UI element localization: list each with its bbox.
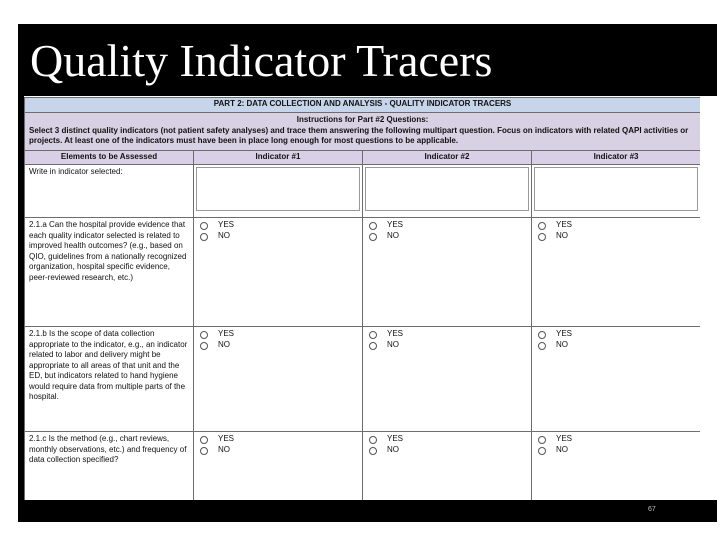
no-label: NO xyxy=(387,445,399,455)
part-header-row xyxy=(25,98,701,113)
question-row xyxy=(25,218,701,327)
column-header-elements: Elements to be Assessed xyxy=(25,151,194,165)
no-option[interactable] xyxy=(200,340,358,351)
write-in-row xyxy=(25,165,701,218)
yes-option[interactable] xyxy=(200,220,358,231)
answer-cell xyxy=(532,432,701,501)
radio-icon[interactable] xyxy=(369,233,377,241)
tracer-form-table xyxy=(24,97,700,500)
column-header-indicator-3: Indicator #3 xyxy=(532,151,701,165)
answer-cell xyxy=(363,327,532,432)
radio-icon[interactable] xyxy=(538,222,546,230)
yes-option[interactable] xyxy=(200,329,358,340)
radio-icon[interactable] xyxy=(538,233,546,241)
yes-option[interactable] xyxy=(538,220,696,231)
radio-icon[interactable] xyxy=(369,436,377,444)
no-option[interactable] xyxy=(369,231,527,242)
answer-cell xyxy=(194,327,363,432)
question-text: 2.1.b Is the scope of data collection appropriate to the indicator, e.g., an indicator related to labor and delivery might be appropriate to all areas of that unit and the ED, but indicators related to hand hygiene would require data from multiple parts of the hospital. xyxy=(25,327,194,432)
no-option[interactable] xyxy=(200,231,358,242)
page-number: 67 xyxy=(648,506,656,513)
question-row xyxy=(25,327,701,432)
yes-option[interactable] xyxy=(538,434,696,445)
no-label: NO xyxy=(218,340,230,350)
answer-cell xyxy=(532,218,701,327)
yes-label: YES xyxy=(387,329,404,339)
no-label: NO xyxy=(556,231,568,241)
yes-label: YES xyxy=(556,329,573,339)
no-label: NO xyxy=(556,340,568,350)
no-option[interactable] xyxy=(369,445,527,456)
radio-icon[interactable] xyxy=(369,331,377,339)
no-option[interactable] xyxy=(538,231,696,242)
slide-footer-bar xyxy=(18,500,717,522)
slide-title-bar xyxy=(18,24,717,96)
no-label: NO xyxy=(218,445,230,455)
column-header-indicator-1: Indicator #1 xyxy=(194,151,363,165)
radio-icon[interactable] xyxy=(200,447,208,455)
indicator-2-write-in-field[interactable] xyxy=(365,167,529,211)
radio-icon[interactable] xyxy=(200,436,208,444)
answer-cell xyxy=(532,327,701,432)
indicator-3-write-in-field[interactable] xyxy=(534,167,698,211)
radio-icon[interactable] xyxy=(538,331,546,339)
indicator-1-cell xyxy=(194,165,363,218)
yes-label: YES xyxy=(556,434,573,444)
no-option[interactable] xyxy=(369,340,527,351)
column-header-indicator-2: Indicator #2 xyxy=(363,151,532,165)
yes-option[interactable] xyxy=(200,434,358,445)
yes-label: YES xyxy=(218,329,235,339)
instructions-cell xyxy=(25,113,701,151)
radio-icon[interactable] xyxy=(369,447,377,455)
no-label: NO xyxy=(556,445,568,455)
question-text: 2.1.c Is the method (e.g., chart reviews, monthly observations, etc.) and frequency of data collection specified? xyxy=(25,432,194,501)
part-title: PART 2: DATA COLLECTION AND ANALYSIS - QUALITY INDICATOR TRACERS xyxy=(25,98,701,113)
yes-option[interactable] xyxy=(369,329,527,340)
yes-option[interactable] xyxy=(369,434,527,445)
question-text: 2.1.a Can the hospital provide evidence that each quality indicator selected is related to improved health outcomes? (e.g., based on QIO, guidelines from a nationally recognized organization, hospital specific evidence, peer-reviewed research, etc.) xyxy=(25,218,194,327)
yes-option[interactable] xyxy=(369,220,527,231)
slide-title: Quality Indicator Tracers xyxy=(30,35,493,86)
instructions-text: Select 3 distinct quality indicators (not patient safety analyses) and trace them answering the following multipart question. Focus on indicators with related QAPI activities or projects. At least one of the indicators must have been in place long enough for most questions to be applicable. xyxy=(29,125,689,145)
yes-label: YES xyxy=(387,220,404,230)
yes-label: YES xyxy=(387,434,404,444)
yes-label: YES xyxy=(556,220,573,230)
radio-icon[interactable] xyxy=(538,447,546,455)
radio-icon[interactable] xyxy=(369,342,377,350)
write-in-label: Write in indicator selected: xyxy=(25,165,194,218)
no-label: NO xyxy=(387,340,399,350)
indicator-3-cell xyxy=(532,165,701,218)
yes-label: YES xyxy=(218,220,235,230)
instructions-title: Instructions for Part #2 Questions: xyxy=(296,115,429,124)
yes-option[interactable] xyxy=(538,329,696,340)
yes-label: YES xyxy=(218,434,235,444)
column-header-row xyxy=(25,151,701,165)
radio-icon[interactable] xyxy=(200,233,208,241)
no-option[interactable] xyxy=(200,445,358,456)
radio-icon[interactable] xyxy=(200,331,208,339)
radio-icon[interactable] xyxy=(369,222,377,230)
question-row xyxy=(25,432,701,501)
no-label: NO xyxy=(218,231,230,241)
answer-cell xyxy=(194,432,363,501)
no-label: NO xyxy=(387,231,399,241)
radio-icon[interactable] xyxy=(200,222,208,230)
form-image xyxy=(24,97,700,500)
answer-cell xyxy=(363,218,532,327)
instructions-row xyxy=(25,113,701,151)
radio-icon[interactable] xyxy=(200,342,208,350)
answer-cell xyxy=(363,432,532,501)
indicator-2-cell xyxy=(363,165,532,218)
no-option[interactable] xyxy=(538,340,696,351)
answer-cell xyxy=(194,218,363,327)
indicator-1-write-in-field[interactable] xyxy=(196,167,360,211)
radio-icon[interactable] xyxy=(538,342,546,350)
radio-icon[interactable] xyxy=(538,436,546,444)
no-option[interactable] xyxy=(538,445,696,456)
